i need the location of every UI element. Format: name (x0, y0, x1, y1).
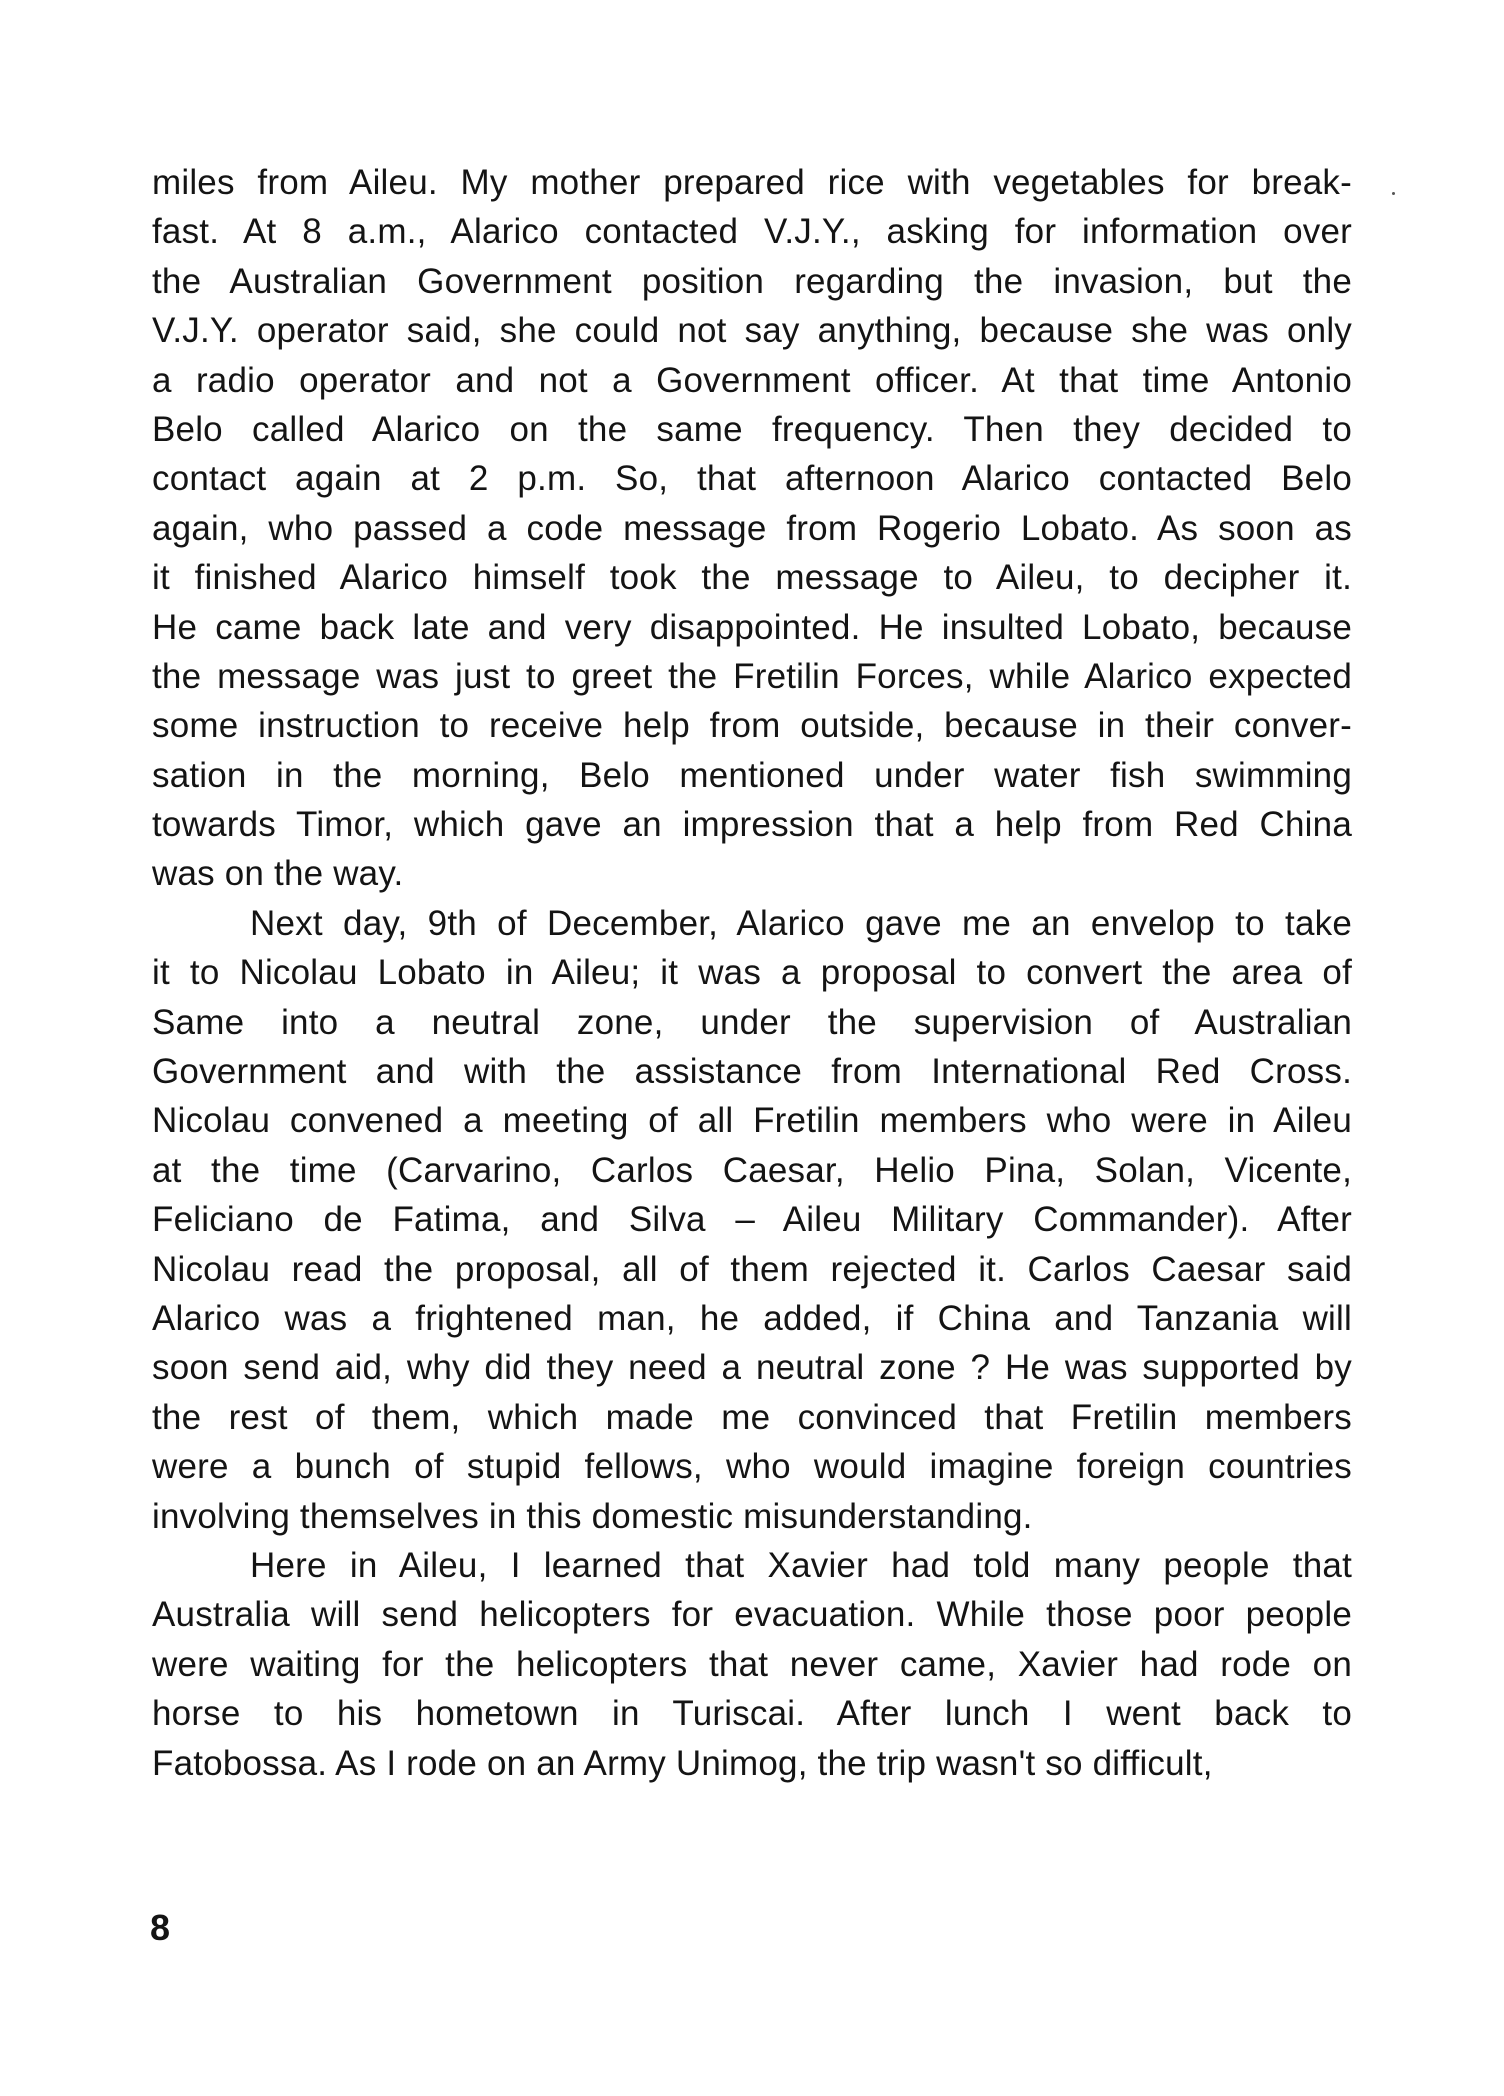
text-line: again, who passed a code message from Rogerio Lobato. As soon as (152, 508, 1352, 548)
text-line: it to Nicolau Lobato in Aileu; it was a proposal to convert the area of (152, 953, 1352, 993)
text-line: Here in Aileu, I learned that Xavier had told many people that (250, 1545, 1352, 1585)
text-line: some instruction to receive help from outside, because in their conver- (152, 706, 1352, 746)
text-line: V.J.Y. operator said, she could not say anything, because she was only (152, 311, 1352, 351)
text-line: sation in the morning, Belo mentioned under water fish swimming (152, 755, 1352, 795)
text-line: were waiting for the helicopters that never came, Xavier had rode on (152, 1644, 1352, 1684)
text-line: it finished Alarico himself took the message to Aileu, to decipher it. (152, 558, 1352, 598)
text-line: were a bunch of stupid fellows, who would imagine foreign countries (152, 1447, 1352, 1487)
text-line: fast. At 8 a.m., Alarico contacted V.J.Y., asking for information over (152, 212, 1352, 252)
scan-speck (1392, 192, 1395, 195)
text-line: involving themselves in this domestic misunderstanding. (152, 1496, 1033, 1536)
text-line: Nicolau read the proposal, all of them rejected it. Carlos Caesar said (152, 1249, 1352, 1289)
text-line: Nicolau convened a meeting of all Fretilin members who were in Aileu (152, 1101, 1352, 1141)
text-line: Belo called Alarico on the same frequency. Then they decided to (152, 409, 1352, 449)
paragraph-3 (152, 1541, 1352, 1788)
text-line: Next day, 9th of December, Alarico gave me an envelop to take (250, 903, 1352, 943)
text-line: Feliciano de Fatima, and Silva – Aileu Military Commander). After (152, 1200, 1352, 1240)
paragraph-1 (152, 158, 1352, 899)
text-line: Fatobossa. As I rode on an Army Unimog, the trip wasn't so difficult, (152, 1743, 1213, 1783)
text-line: at the time (Carvarino, Carlos Caesar, Helio Pina, Solan, Vicente, (152, 1150, 1352, 1190)
text-line: miles from Aileu. My mother prepared rice with vegetables for break- (152, 163, 1352, 202)
text-line: the message was just to greet the Fretilin Forces, while Alarico expected (152, 656, 1352, 696)
text-line: contact again at 2 p.m. So, that afternoon Alarico contacted Belo (152, 459, 1352, 499)
text-line: Australia will send helicopters for evacuation. While those poor people (152, 1595, 1352, 1635)
page-number: 8 (150, 1907, 171, 1948)
text-line: a radio operator and not a Government officer. At that time Antonio (152, 360, 1352, 400)
body-text (152, 158, 1352, 1788)
text-line: He came back late and very disappointed. He insulted Lobato, because (152, 607, 1352, 647)
text-line: the Australian Government position regarding the invasion, but the (152, 261, 1352, 301)
text-line: the rest of them, which made me convinced that Fretilin members (152, 1397, 1352, 1437)
text-line: was on the way. (152, 854, 404, 894)
paragraph-2 (152, 899, 1352, 1541)
text-line: Alarico was a frightened man, he added, if China and Tanzania will (152, 1298, 1352, 1338)
text-line: Government and with the assistance from International Red Cross. (152, 1052, 1352, 1092)
text-line: Same into a neutral zone, under the supervision of Australian (152, 1002, 1352, 1042)
text-line: towards Timor, which gave an impression that a help from Red China (152, 805, 1352, 845)
text-line: horse to his hometown in Turiscai. After lunch I went back to (152, 1694, 1352, 1734)
text-line: soon send aid, why did they need a neutral zone ? He was supported by (152, 1348, 1352, 1388)
